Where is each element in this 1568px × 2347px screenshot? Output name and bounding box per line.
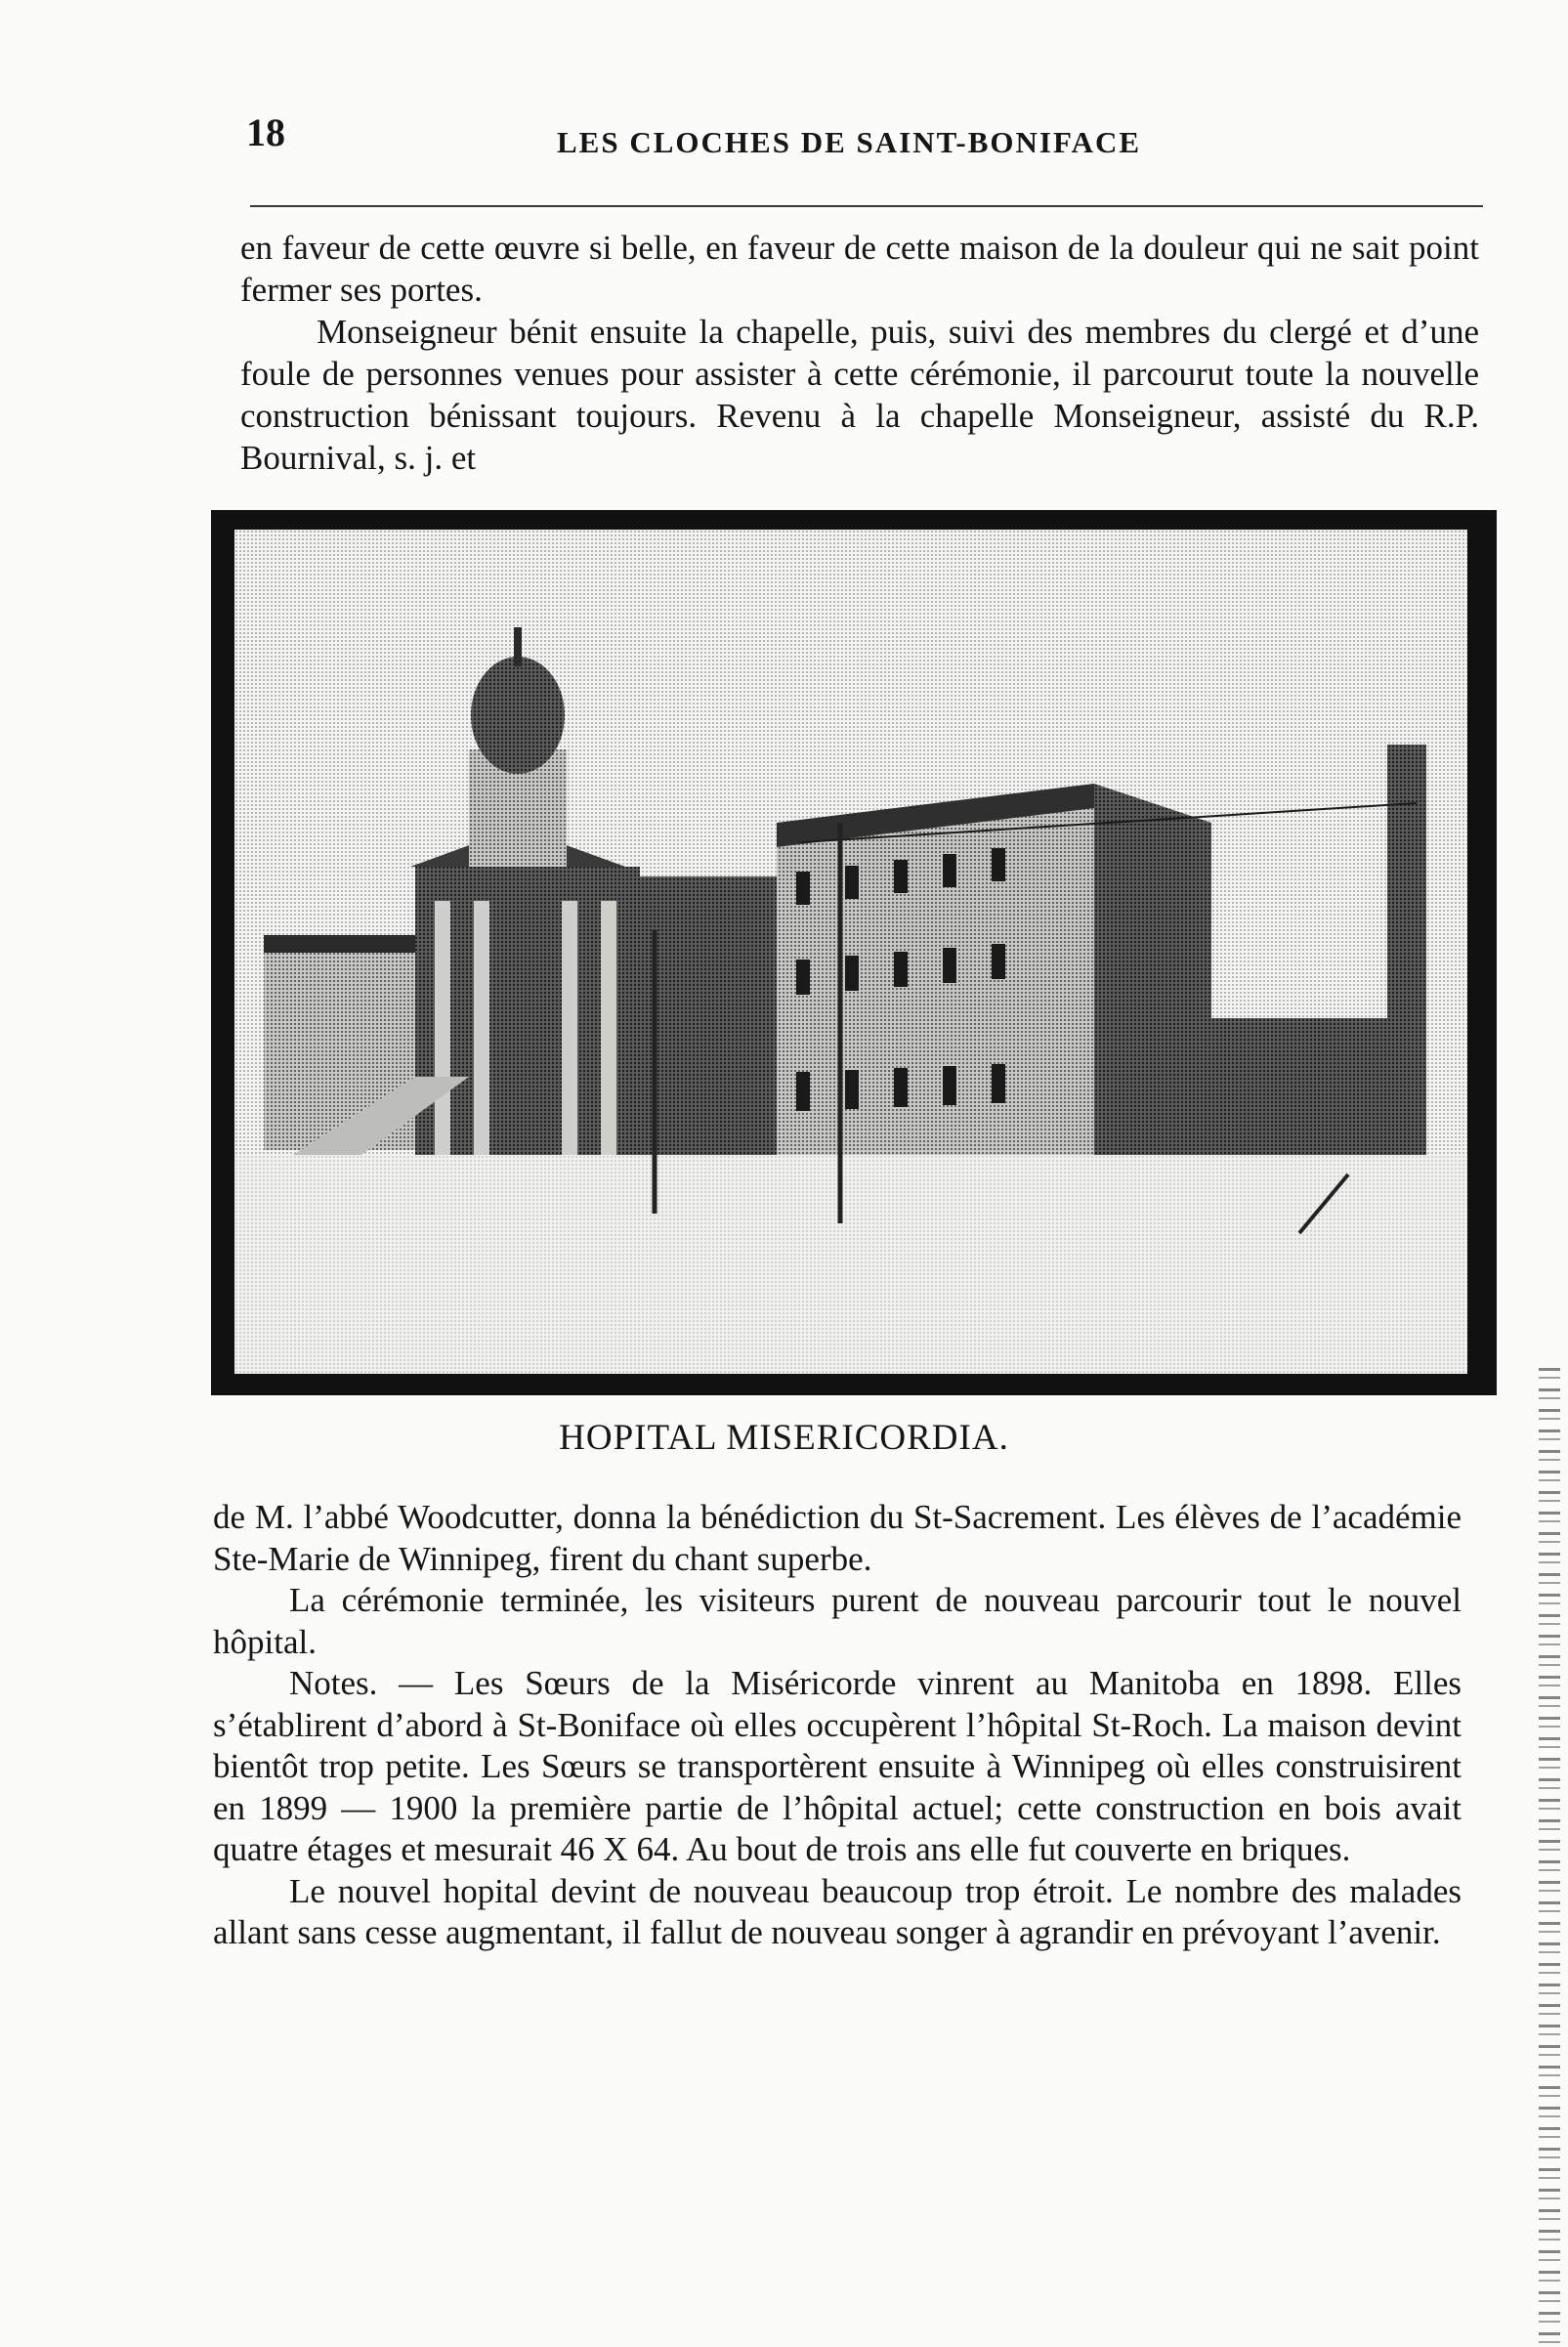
paragraph: Le nouvel hopital devint de nouveau beaucoup trop étroit. Le nombre des malades allant sans cesse augmentant, il fallut de nouveau songer à agrandir en prévoyant l’avenir.	[213, 1871, 1462, 1951]
page-number: 18	[246, 110, 285, 154]
dome	[471, 657, 565, 774]
paragraph: Notes. — Les Sœurs de la Miséricorde vinrent au Manitoba en 1898. Elles s’établirent d’abord à St-Boniface où elles occupèrent l’hôpital St-Roch. La maison devint bientôt trop petite. Les Sœurs se transportèrent ensuite à Winnipeg où elles construisirent en 1899 — 1900 la première partie de l’hôpital actuel; cette construction en bois avait quatre étages et mesurait 46 X 64. Au bout de trois ans elle fut couverte en briques.	[213, 1664, 1462, 1868]
top-text	[240, 227, 1479, 479]
bottom-text	[213, 1497, 1462, 1954]
paragraph: Monseigneur bénit ensuite la chapelle, puis, suivi des membres du clergé et d’une foule de personnes venues pour assister à cette cérémonie, il parcourut toute la nouvelle construction bénissant toujours. Revenu à la chapelle Monseigneur, assisté du R.P. Bournival, s. j. et	[240, 313, 1479, 477]
running-head: LES CLOCHES DE SAINT-BONIFACE	[557, 125, 1142, 159]
chimney	[1387, 745, 1426, 1155]
page-edge-noise	[1539, 1368, 1560, 2345]
hospital-photo	[211, 510, 1497, 1395]
rear-building	[1211, 1018, 1417, 1155]
figure-caption: HOPITAL MISERICORDIA.	[559, 1418, 1009, 1458]
paragraph: en faveur de cette œuvre si belle, en faveur de cette maison de la douleur qui ne sait point fermer ses portes.	[240, 229, 1479, 309]
header-rule	[250, 205, 1483, 207]
paragraph: de M. l’abbé Woodcutter, donna la bénédiction du St-Sacrement. Les élèves de l’académie Ste-Marie de Winnipeg, firent du chant superbe.	[213, 1498, 1462, 1578]
middle-block	[640, 876, 777, 1155]
paragraph: La cérémonie terminée, les visiteurs purent de nouveau parcourir tout le nouvel hôpital.	[213, 1581, 1462, 1661]
side-wall	[1094, 784, 1211, 1155]
hospital-photo-image	[234, 530, 1467, 1374]
dome-spire	[514, 627, 522, 666]
